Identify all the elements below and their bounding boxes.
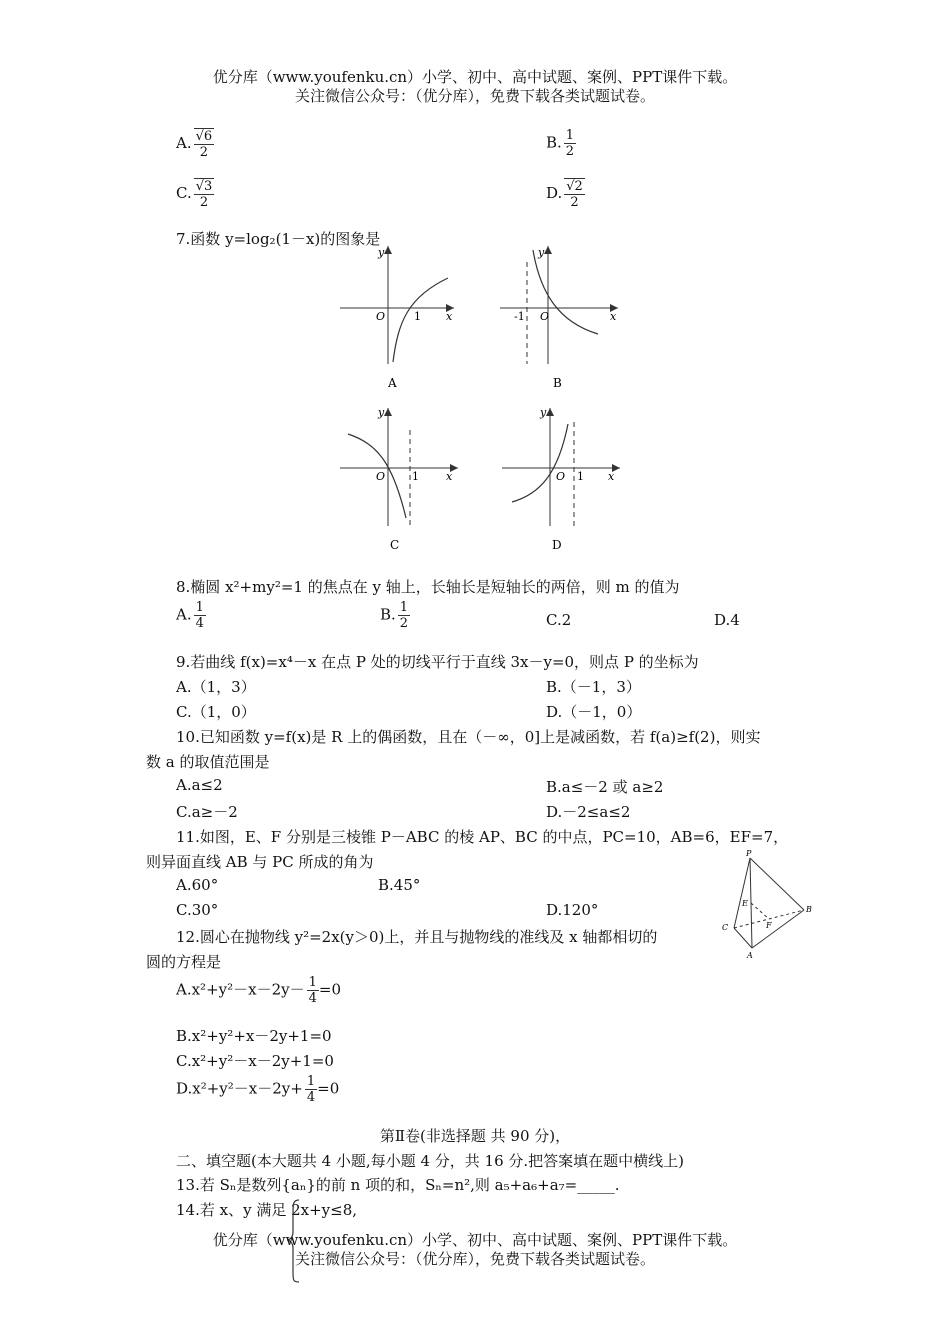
q9-option-b: B.（－1，3） bbox=[546, 678, 641, 696]
q8-option-d: D.4 bbox=[714, 611, 740, 629]
q8-option-a: A. $\frac{1}{4}$ bbox=[176, 600, 204, 631]
q12-stem-2: 圆的方程是 bbox=[146, 953, 222, 971]
svg-text:x: x bbox=[610, 310, 617, 323]
svg-text:x: x bbox=[446, 470, 453, 483]
q6-option-c: C. $\frac{√3}{2}$ bbox=[176, 179, 213, 210]
q10-stem-1: 10.已知函数 y=f(x)是 R 上的偶函数，且在（－∞，0]上是减函数，若 f(a)≥f(2)，则实 bbox=[176, 728, 761, 746]
q14-stem: 14.若 x、y 满足 2x+y≤8, bbox=[176, 1201, 358, 1219]
q9-option-c: C.（1，0） bbox=[176, 703, 256, 721]
q9-option-d: D.（－1，0） bbox=[546, 703, 642, 721]
svg-text:1: 1 bbox=[577, 470, 584, 483]
svg-text:B: B bbox=[806, 905, 812, 914]
q7-graph-b bbox=[498, 242, 623, 392]
q12-option-d: D.x²+y²－x－2y+ $\frac{1}{4}$ =0 bbox=[176, 1074, 340, 1105]
q11-option-b: B.45° bbox=[378, 876, 421, 894]
q6-option-d: D. $\frac{√2}{2}$ bbox=[546, 179, 583, 210]
q10-option-a: A.a≤2 bbox=[176, 776, 223, 794]
svg-text:x: x bbox=[446, 310, 453, 323]
part2-section: 二、填空题(本大题共 4 小题,每小题 4 分，共 16 分.把答案填在题中横线上) bbox=[176, 1152, 685, 1170]
q12-option-c: C.x²+y²－x－2y+1=0 bbox=[176, 1052, 334, 1070]
svg-text:O: O bbox=[376, 310, 386, 323]
q10-option-d: D.－2≤a≤2 bbox=[546, 803, 631, 821]
q11-stem-2: 则异面直线 AB 与 PC 所成的角为 bbox=[146, 853, 374, 871]
svg-text:D: D bbox=[552, 538, 562, 552]
q11-option-a: A.60° bbox=[176, 876, 219, 894]
q8-option-b: B. $\frac{1}{2}$ bbox=[380, 600, 409, 631]
q12-option-b: B.x²+y²+x－2y+1=0 bbox=[176, 1027, 332, 1045]
svg-text:1: 1 bbox=[414, 310, 421, 323]
q10-stem-2: 数 a 的取值范围是 bbox=[146, 753, 270, 771]
svg-text:F: F bbox=[766, 921, 772, 930]
q12-option-a: A.x²+y²－x－2y－ $\frac{1}{4}$ =0 bbox=[176, 975, 342, 1006]
q8-option-c: C.2 bbox=[546, 611, 572, 629]
q7-stem: 7.函数 y=log₂(1－x)的图象是 bbox=[176, 230, 381, 248]
svg-text:O: O bbox=[556, 470, 566, 483]
svg-text:P: P bbox=[746, 849, 752, 858]
svg-text:y: y bbox=[378, 406, 385, 419]
q8-stem: 8.椭圆 x²+my²=1 的焦点在 y 轴上，长轴长是短轴长的两倍，则 m 的值为 bbox=[176, 578, 680, 596]
part2-title: 第Ⅱ卷(非选择题 共 90 分)， bbox=[379, 1127, 571, 1145]
q11-stem-1: 11.如图，E、F 分别是三棱锥 P－ABC 的棱 AP、BC 的中点，PC=10，AB=6，EF=7， bbox=[176, 828, 789, 846]
svg-text:O: O bbox=[376, 470, 386, 483]
q12-stem-1: 12.圆心在抛物线 y²=2x(y＞0)上，并且与抛物线的准线及 x 轴都相切的 bbox=[176, 928, 658, 946]
svg-text:O: O bbox=[540, 310, 550, 323]
svg-text:-1: -1 bbox=[514, 310, 525, 323]
svg-text:A: A bbox=[747, 951, 753, 960]
footer-line-2: 关注微信公众号：（优分库），免费下载各类试题试卷。 bbox=[294, 1250, 655, 1268]
q11-option-c: C.30° bbox=[176, 901, 219, 919]
svg-text:y: y bbox=[540, 406, 547, 419]
q13-stem: 13.若 Sₙ是数列{aₙ}的前 n 项的和，Sₙ=n²,则 a₅+a₆+a₇=_____. bbox=[176, 1176, 620, 1194]
q7-graph-a bbox=[338, 242, 458, 392]
footer-line-1: 优分库（www.youfenku.cn）小学、初中、高中试题、案例、PPT课件下载。 bbox=[212, 1231, 738, 1249]
q7-graph-d bbox=[500, 404, 625, 554]
svg-text:B: B bbox=[553, 376, 562, 390]
svg-text:A: A bbox=[388, 376, 397, 390]
svg-text:C: C bbox=[390, 538, 400, 552]
svg-text:1: 1 bbox=[412, 470, 419, 483]
q9-stem: 9.若曲线 f(x)=x⁴－x 在点 P 处的切线平行于直线 3x－y=0，则点 P 的坐标为 bbox=[176, 653, 699, 671]
q10-option-c: C.a≥－2 bbox=[176, 803, 238, 821]
svg-text:E: E bbox=[742, 899, 748, 908]
q6-option-a: A. $\frac{√6}{2}$ bbox=[176, 129, 213, 160]
q9-option-a: A.（1，3） bbox=[176, 678, 256, 696]
svg-text:x: x bbox=[608, 470, 615, 483]
header-line-2: 关注微信公众号：（优分库），免费下载各类试题试卷。 bbox=[294, 87, 655, 105]
q7-graph-c bbox=[338, 404, 463, 554]
q10-option-b: B.a≤－2 或 a≥2 bbox=[546, 778, 664, 796]
q11-pyramid-figure bbox=[716, 848, 820, 960]
q6-option-b: B. $\frac{1}{2}$ bbox=[546, 128, 575, 159]
svg-text:y: y bbox=[538, 246, 545, 259]
svg-text:C: C bbox=[722, 923, 729, 932]
header-line-1: 优分库（www.youfenku.cn）小学、初中、高中试题、案例、PPT课件下载。 bbox=[212, 68, 738, 86]
svg-text:y: y bbox=[378, 246, 385, 259]
q11-option-d: D.120° bbox=[546, 901, 599, 919]
